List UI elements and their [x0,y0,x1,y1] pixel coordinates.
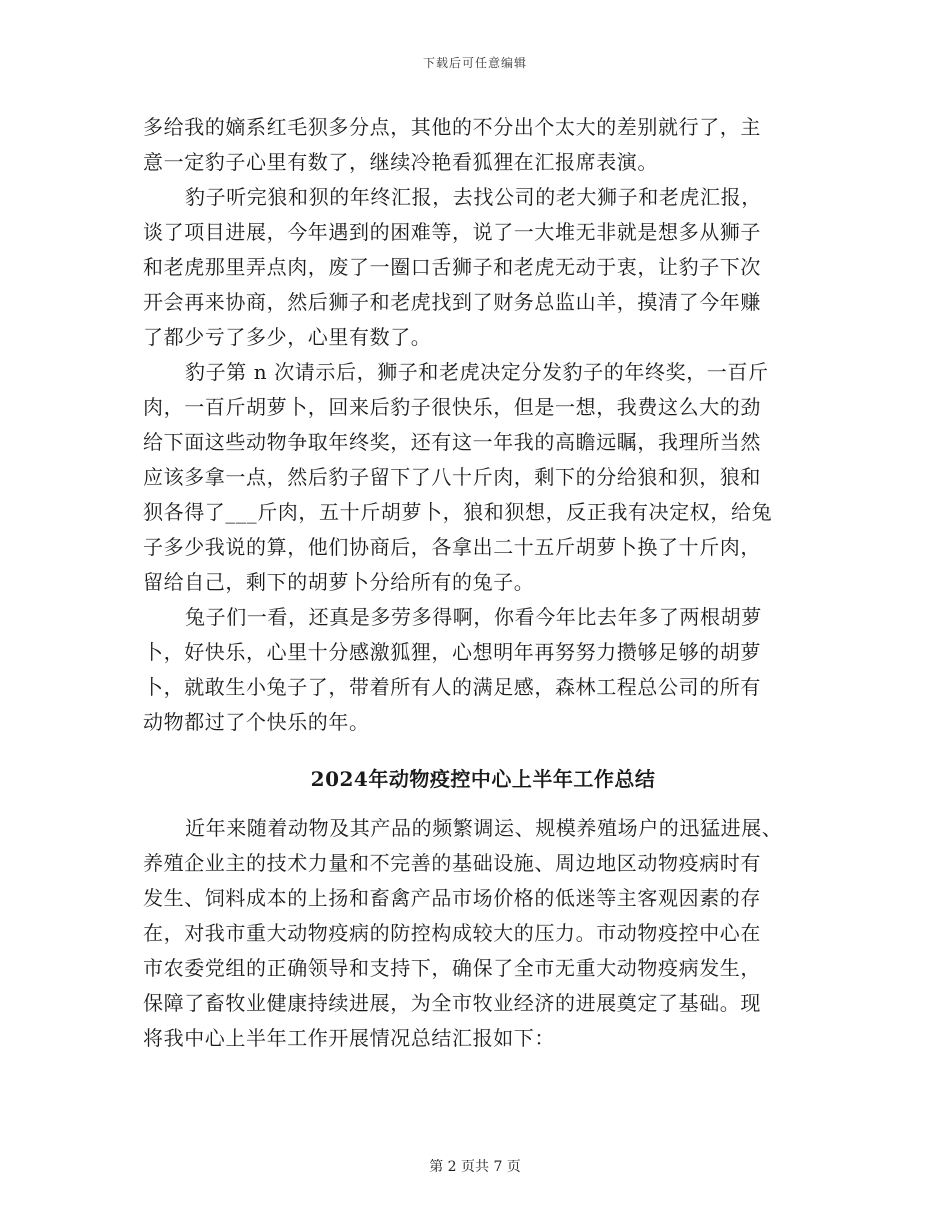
story-text-line: 豹子第 n 次请示后，狮子和老虎决定分发豹子的年终奖，一百斤 [185,360,769,384]
story-text-line: 开会再来协商，然后狮子和老虎找到了财务总监山羊，摸清了今年赚 [143,290,761,314]
story-text-line: 肉，一百斤胡萝卜，回来后豹子很快乐，但是一想，我费这么大的劲 [143,395,761,419]
report-text-line: 养殖企业主的技术力量和不完善的基础设施、周边地区动物疫病时有 [143,851,761,875]
story-text-line: 和老虎那里弄点肉，废了一圈口舌狮子和老虎无动于衷，让豹子下次 [143,255,761,279]
story-text-line: 豹子听完狼和狈的年终汇报，去找公司的老大狮子和老虎汇报， [185,185,762,209]
story-text-line: 留给自己，剩下的胡萝卜分给所有的兔子。 [143,570,535,594]
story-text-line: 了都少亏了多少，心里有数了。 [143,325,432,349]
story-text-line: 动物都过了个快乐的年。 [143,710,370,734]
report-text-line: 市农委党组的正确领导和支持下，确保了全市无重大动物疫病发生， [143,956,761,980]
report-text-line: 将我中心上半年工作开展情况总结汇报如下： [143,1026,555,1050]
story-text-line: 意一定豹子心里有数了，继续冷艳看狐狸在汇报席表演。 [143,150,658,174]
story-text-line: 多给我的嫡系红毛狈多分点，其他的不分出个太大的差别就行了，主 [143,115,761,139]
story-text-line: 兔子们一看，还真是多劳多得啊，你看今年比去年多了两根胡萝 [185,605,762,629]
report-text-line: 在，对我市重大动物疫病的防控构成较大的压力。市动物疫控中心在 [143,921,761,945]
story-text-line: 给下面这些动物争取年终奖，还有这一年我的高瞻远瞩，我理所当然 [143,430,761,454]
page-header: 下载后可任意编辑 [422,56,527,70]
report-section [143,811,823,1056]
story-text-line: 应该多拿一点，然后豹子留下了八十斤肉，剩下的分给狼和狈，狼和 [143,465,761,489]
report-title: 2024年动物疫控中心上半年工作总结 [310,767,656,791]
report-text-line: 保障了畜牧业健康持续进展，为全市牧业经济的进展奠定了基础。现 [143,991,761,1015]
story-text-line: 狈各得了___斤肉，五十斤胡萝卜，狼和狈想，反正我有决定权，给兔 [143,500,773,524]
story-section [143,110,823,740]
story-text-line: 谈了项目进展，今年遇到的困难等，说了一大堆无非就是想多从狮子 [143,220,761,244]
document-body [143,110,823,1056]
story-text-line: 卜，就敢生小兔子了，带着所有人的满足感，森林工程总公司的所有 [143,675,761,699]
story-text-line: 子多少我说的算，他们协商后，各拿出二十五斤胡萝卜换了十斤肉， [143,535,761,559]
report-text-line: 近年来随着动物及其产品的频繁调运、规模养殖场户的迅猛进展、 [185,816,783,840]
report-text-line: 发生、饲料成本的上扬和畜禽产品市场价格的低迷等主客观因素的存 [143,886,761,910]
story-text-line: 卜，好快乐，心里十分感激狐狸，心想明年再努努力攒够足够的胡萝 [143,640,761,664]
page-footer: 第 2 页共 7 页 [429,1159,521,1175]
